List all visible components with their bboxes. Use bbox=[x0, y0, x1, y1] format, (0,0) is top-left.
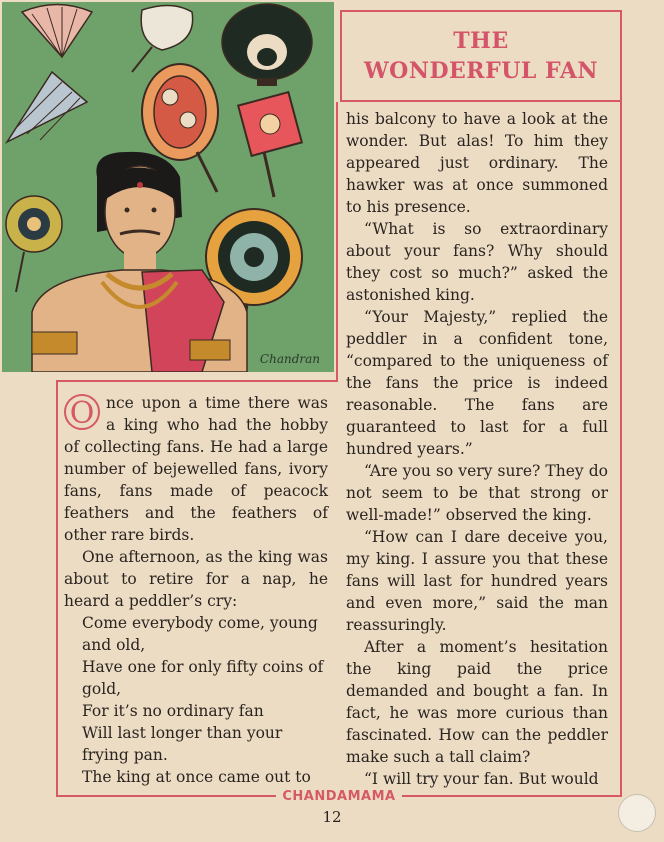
footer-rule-left bbox=[56, 795, 276, 797]
paragraph: The king at once came out to bbox=[82, 768, 311, 786]
paragraph: “What is so extraordinary about your fans? Why should they cost so much?” asked the astonished king. bbox=[346, 220, 608, 304]
magazine-name: CHANDAMAMA bbox=[282, 788, 396, 804]
right-text-column bbox=[346, 108, 608, 790]
paragraph: After a moment’s hesitation the king paid the price demanded and bought a fan. In fact, he was more curious than fascinated. How can the peddler make such a tall claim? bbox=[346, 638, 608, 766]
peacock-fan-icon bbox=[222, 4, 312, 86]
verse-line: For it’s no ordinary fan bbox=[82, 702, 264, 720]
artist-signature: Chandran bbox=[259, 352, 320, 366]
story-illustration bbox=[2, 2, 334, 372]
library-stamp-icon bbox=[618, 794, 656, 832]
frame-column-rule bbox=[336, 102, 338, 382]
story-title bbox=[340, 10, 622, 102]
frame-left-rule bbox=[56, 380, 58, 796]
folding-fan-icon bbox=[7, 72, 87, 142]
paragraph: One afternoon, as the king was about to retire for a nap, he heard a peddler’s cry: bbox=[64, 548, 328, 610]
footer-rule-right bbox=[402, 795, 622, 797]
drop-cap: O bbox=[64, 394, 100, 430]
verse-line: Will last longer than your frying pan. bbox=[82, 724, 283, 764]
paragraph: “Are you so very sure? They do not seem to be that strong or well-made!” observed the king. bbox=[346, 462, 608, 524]
peacock-feather-fan-icon bbox=[6, 196, 62, 292]
verse-line: Have one for only fifty coins of gold, bbox=[82, 658, 324, 698]
paragraph-opening: O nce upon a time there was a king who had the hobby of collecting fans. He had a large number of bejewelled fans, ivory fans, fans made of peacock feathers and the feathers of other rare birds. bbox=[64, 394, 328, 544]
king-with-fans-drawing bbox=[2, 2, 334, 372]
page-footer bbox=[56, 786, 622, 806]
paragraph: “I will try your fan. But would bbox=[364, 770, 599, 788]
frame-top-rule bbox=[56, 380, 338, 382]
frame-right-rule bbox=[620, 102, 622, 796]
feather-fan-icon bbox=[132, 5, 193, 72]
title-line-1: THE bbox=[453, 28, 509, 54]
square-fan-icon bbox=[238, 92, 302, 197]
paragraph: “Your Majesty,” replied the peddler in a confident tone, “compared to the uniqueness of the fans the price is indeed reasonable. The fans are guaranteed to last for a full hundred years.” bbox=[346, 308, 608, 458]
paragraph: “How can I dare deceive you, my king. I assure you that these fans will last for hundred years and even more,” said the man reassuringly. bbox=[346, 528, 608, 634]
shell-fan-icon bbox=[22, 5, 92, 58]
paragraph: his balcony to have a look at the wonder. But alas! To him they appeared just ordinary. The hawker was at once summoned to his presence. bbox=[346, 110, 608, 216]
verse-line: Come everybody come, young and old, bbox=[82, 614, 318, 654]
page-number: 12 bbox=[322, 808, 342, 826]
title-line-2: WONDERFUL FAN bbox=[363, 58, 599, 84]
left-text-column bbox=[64, 392, 328, 788]
